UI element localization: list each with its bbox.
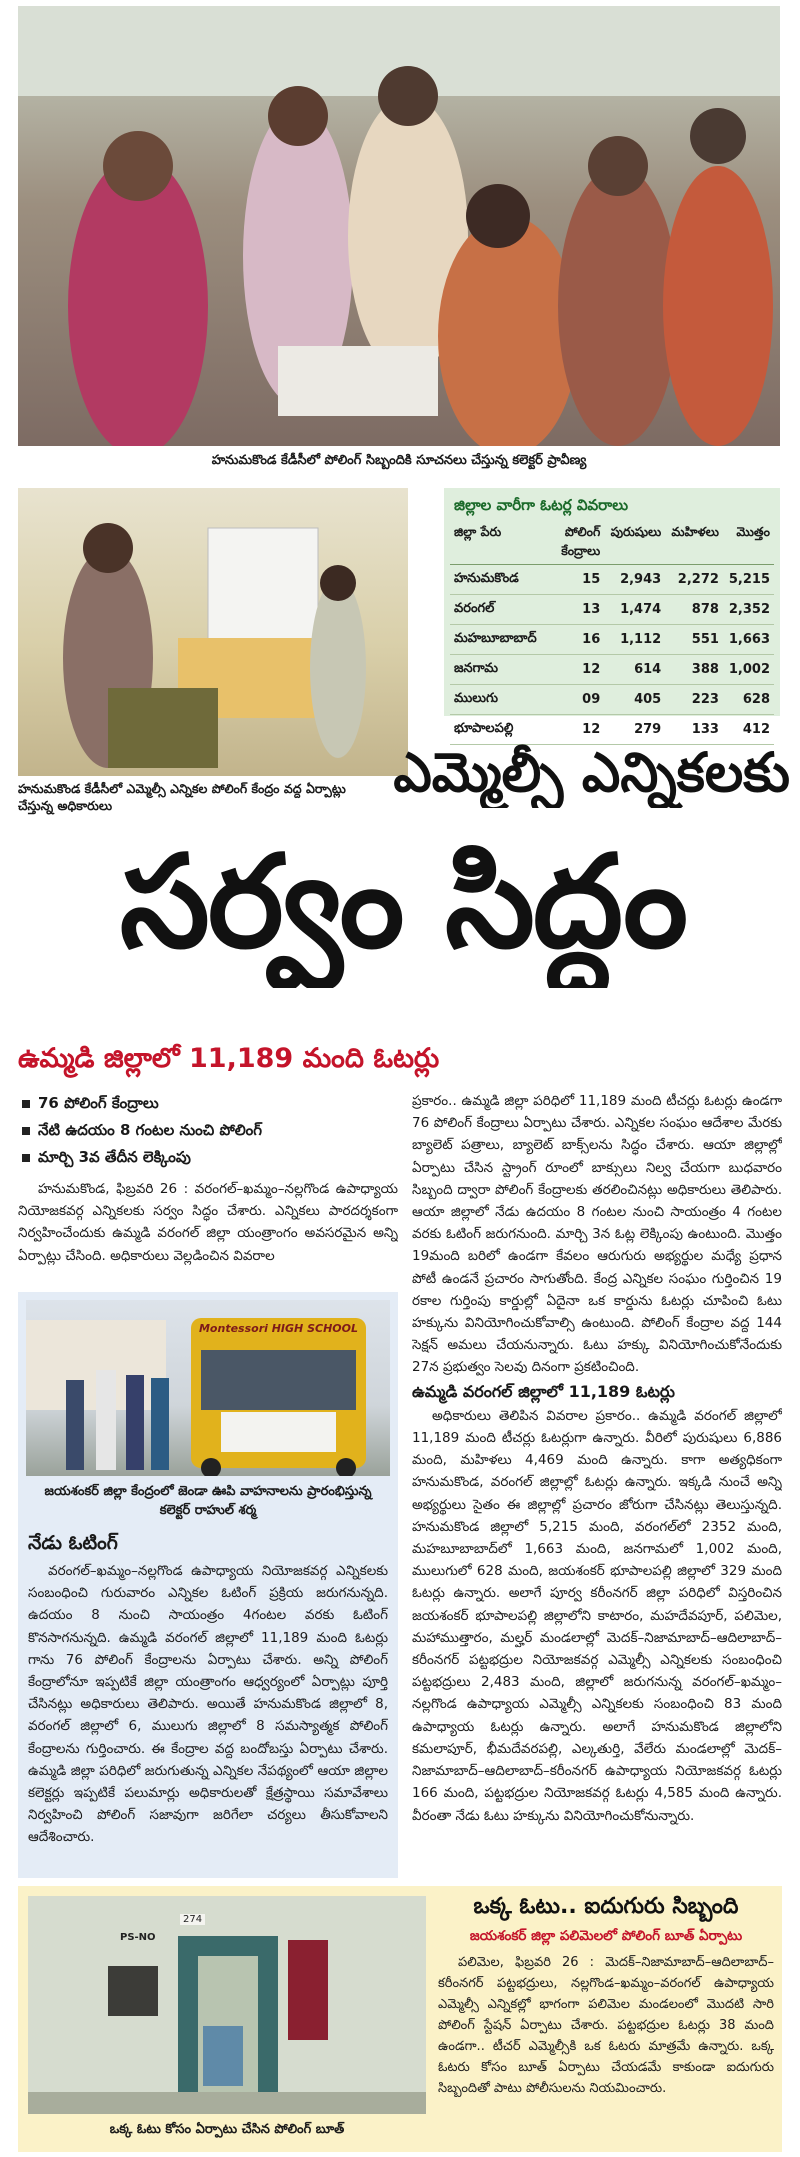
bottom-box-paragraph: పలిమెల, ఫిబ్రవరి 26 : మెదక్–నిజామాబాద్–ఆదిలాబాద్–కరీంనగర్ పట్టభద్రులు, నల్లగొండ–ఖమ్మం–వరంగల్ ఉపాధ్యాయ ఎమ్మెల్సీ ఎన్నికల్లో భాగంగా పలిమెల మండలంలో మొదటి సారి పోలింగ్ స్టేషన్ ఏర్పాటు చేశారు. పట్టభద్రుల ఓటర్లు 38 మంది ఉండగా.. టీచర్ ఎమ్మెల్సీకి ఒక ఓటరు మాత్రమే ఉన్నారు. ఒక్క ఓటరు కోసం బూత్ ఏర్పాటు చేయడమే కాకుండా ఐదుగురు సిబ్బందితో పాటు పోలీసులను నియమించారు. bbox=[438, 1955, 774, 2096]
table-row bbox=[450, 685, 774, 715]
cell: 1,663 bbox=[723, 625, 774, 655]
col-header: మహిళలు bbox=[665, 522, 723, 565]
cell: 614 bbox=[604, 655, 665, 685]
top-photo bbox=[18, 6, 780, 446]
cell: 16 bbox=[544, 625, 604, 655]
cell: 12 bbox=[544, 655, 604, 685]
left-section-paragraph: వరంగల్–ఖమ్మం–నల్లగొండ ఉపాధ్యాయ నియోజకవర్గ ఎన్నికలకు సంబంధించి గురువారం ఎన్నికల ఓటింగ్ ప్రక్రియ జరుగనున్నది. ఉదయం 8 నుంచి సాయంత్రం 4గంటల వరకు ఓటింగ్ కొనసాగనున్నది. ఉమ్మడి వరంగల్ జిల్లాలో 11,189 మంది ఓటర్లు గాను 76 పోలింగ్ కేంద్రాలను ఏర్పాటు చేశారు. అన్ని పోలింగ్ కేంద్రాలోనూ ఇప్పటికే జిల్లా యంత్రాంగం ఆధ్వర్యంలో ఏర్పాట్లు పూర్తి చేసినట్లు అధికారులు తెలిపారు. అయితే హనుమకొండ జిల్లాలో 8, వరంగల్ జిల్లాలో 6, ములుగు జిల్లాలో 8 సమస్యాత్మక పోలింగ్ కేంద్రాలను గుర్తించారు. ఈ కేంద్రాల వద్ద బందోబస్తు ఏర్పాటు చేశారు. ఉమ్మడి జిల్లా పరిధిలో జరుగుతున్న ఎన్నికల నేపథ్యంలో ఆయా జిల్లాల కలెక్టర్లు ఇప్పటికే పలుమార్లు అధికారులతో క్షేత్రస్థాయి సమావేశాలు నిర్వహించి పోలింగ్ సజావుగా జరిగేలా చర్యలు తీసుకోవాలని ఆదేశించారు. bbox=[28, 1563, 388, 1846]
cell: 223 bbox=[665, 685, 723, 715]
crowd-illustration bbox=[18, 6, 780, 446]
cell: మహబూబాబాద్ bbox=[450, 625, 544, 655]
col-header: జిల్లా పేరు bbox=[450, 522, 544, 565]
headline-sub: ఉమ్మడి జిల్లాలో 11,189 మంది ఓటర్లు bbox=[18, 1043, 440, 1074]
cell: 15 bbox=[544, 565, 604, 595]
cell: 12 bbox=[544, 715, 604, 745]
voter-table bbox=[450, 522, 774, 745]
booth-number: 274 bbox=[180, 1914, 205, 1925]
polling-setup-photo bbox=[18, 488, 408, 776]
bottom-box-body bbox=[438, 1952, 774, 2148]
booth-illustration bbox=[28, 1896, 426, 2114]
cell: 1,112 bbox=[604, 625, 665, 655]
table-row bbox=[450, 595, 774, 625]
bus-photo-caption: జయశంకర్ జిల్లా కేంద్రంలో జెండా ఊపి వాహనాలను ప్రారంభిస్తున్న కలెక్టర్ రాహుల్ శర్మ bbox=[44, 1484, 372, 1518]
cell: 2,943 bbox=[604, 565, 665, 595]
polling-setup-illustration bbox=[18, 488, 408, 776]
intro-paragraph: హనుమకొండ, ఫిబ్రవరి 26 : వరంగల్–ఖమ్మం–నల్లగొండ ఉపాధ్యాయ నియోజకవర్గ ఎన్నికలకు సర్వం సిద్ధం చేశారు. ఎన్నికలు పారదర్శకంగా నిర్వహించేందుకు ఉమ్మడి వరంగల్ జిల్లా యంత్రాంగం అవసరమైన అన్ని ఏర్పాట్లు చేసింది. అధికారులు వెల్లడించిన వివరాల bbox=[18, 1181, 398, 1264]
bottom-box-title: ఒక్క ఓటు.. ఐదుగురు సిబ్బంది bbox=[473, 1894, 739, 1919]
right-paragraph-2: అధికారులు తెలిపిన వివరాల ప్రకారం.. ఉమ్మడి వరంగల్ జిల్లాలో 11,189 మంది టీచర్లు ఓటర్లుగా ఉన్నారు. వీరిలో పురుషులు 6,886 మంది, మహిళలు 4,469 మంది ఉన్నారు. కాగా అత్యధికంగా హనుమకొండ, వరంగల్ జిల్లాల్లో ఓటర్లు ఉన్నారు. ఇక్కడి నుంచే అన్ని అభ్యర్థులు సైతం ఈ జిల్లాల్లో ప్రచారం జోరుగా చేసినట్లు తెలుస్తున్నది. హనుమకొండ జిల్లాలో 5,215 మంది, వరంగల్‌లో 2352 మంది, మహబూబాబాద్‌లో 1,663 మంది, జనగామలో 1,002 మంది, ములుగులో 628 మంది, జయశంకర్ భూపాలపల్లి జిల్లాలో 329 మంది ఓటర్లు ఉన్నారు. అలాగే పూర్వ కరీంనగర్ జిల్లా పరిధిలో విస్తరించిన జయశంకర్ భూపాలపల్లి జిల్లాలోని కాటారం, మహదేవపూర్, పలిమెల, మహాముత్తారం, మల్హర్ మండలాల్లో మెదక్–నిజామాబాద్–ఆదిలాబాద్– కరీంనగర్ పట్టభద్రుల నియోజకవర్గ ఎమ్మెల్సీ ఎన్నికలకు సంబంధించి పట్టభద్రులు 2,483 మంది, జిల్లాలో జరుగనున్న వరంగల్–ఖమ్మం–నల్లగొండ ఉపాధ్యాయ ఎమ్మెల్సీ ఎన్నికలకు సంబంధించి 83 మంది ఉపాధ్యాయ ఓటర్లు ఉన్నారు. అలాగే హనుమకొండ జిల్లాలోని కమలాపూర్, భీమదేవరపల్లి, ఎల్కతుర్తి, వేలేరు మండలాల్లో మెదక్–నిజామాబాద్–ఆదిలాబాద్–కరీంనగర్ ఉపాధ్యాయ నియోజకవర్గ ఓటర్లు 166 మంది, పట్టభద్రుల నియోజకవర్గ ఓటర్లు 4,585 మంది ఉన్నారు. వీరంతా నేడు ఓటు హక్కును వినియోగించుకోనున్నారు. bbox=[412, 1407, 782, 1824]
cell: 628 bbox=[723, 685, 774, 715]
left-section-body bbox=[28, 1560, 388, 1872]
cell: జనగామ bbox=[450, 655, 544, 685]
key-points bbox=[18, 1090, 398, 1171]
table-row bbox=[450, 655, 774, 685]
right-subheading: ఉమ్మడి వరంగల్ జిల్లాలో 11,189 ఓటర్లు bbox=[412, 1381, 675, 1401]
bottom-box-subtitle: జయశంకర్ జిల్లా పలిమెలలో పోలింగ్ బూత్ ఏర్పాటు bbox=[469, 1928, 743, 1944]
voter-table-header bbox=[450, 522, 774, 565]
cell: 09 bbox=[544, 685, 604, 715]
cell: 405 bbox=[604, 685, 665, 715]
headline-main: సర్వం సిద్ధం bbox=[119, 828, 687, 977]
cell: 279 bbox=[604, 715, 665, 745]
cell: 2,352 bbox=[723, 595, 774, 625]
cell: హనుమకొండ bbox=[450, 565, 544, 595]
cell: 2,272 bbox=[665, 565, 723, 595]
bullet-item: నేటి ఉదయం 8 గంటల నుంచి పోలింగ్ bbox=[18, 1117, 398, 1144]
booth-sign: PS-NO bbox=[120, 1932, 156, 1943]
cell: 5,215 bbox=[723, 565, 774, 595]
left-info-box bbox=[18, 1292, 398, 1878]
cell: 1,002 bbox=[723, 655, 774, 685]
table-row bbox=[450, 625, 774, 655]
cell: ములుగు bbox=[450, 685, 544, 715]
bus-sign: Montessori HIGH SCHOOL bbox=[198, 1322, 358, 1335]
booth-photo bbox=[28, 1896, 426, 2114]
col-header: పురుషులు bbox=[604, 522, 665, 565]
cell: 388 bbox=[665, 655, 723, 685]
cell: వరంగల్ bbox=[450, 595, 544, 625]
cell: 551 bbox=[665, 625, 723, 655]
intro-text bbox=[18, 1178, 398, 1288]
left-section-heading: నేడు ఓటింగ్ bbox=[28, 1532, 118, 1554]
cell: 13 bbox=[544, 595, 604, 625]
bus-photo bbox=[26, 1300, 390, 1476]
cell: 878 bbox=[665, 595, 723, 625]
bullet-item: 76 పోలింగ్ కేంద్రాలు bbox=[18, 1090, 398, 1117]
polling-setup-caption: హనుమకొండ కేడీసీలో ఎమ్మెల్సీ ఎన్నికల పోలింగ్ కేంద్రం వద్ద ఏర్పాట్లు చేస్తున్న అధికారులు bbox=[18, 781, 346, 813]
cell: భూపాలపల్లి bbox=[450, 715, 544, 745]
cell: 133 bbox=[665, 715, 723, 745]
right-column bbox=[412, 1090, 782, 1880]
headline-kicker: ఎమ్మెల్సీ ఎన్నికలకు bbox=[393, 741, 790, 804]
cell: 1,474 bbox=[604, 595, 665, 625]
voter-table-box bbox=[444, 488, 780, 737]
bullet-item: మార్చి 3వ తేదీన లెక్కింపు bbox=[18, 1144, 398, 1171]
booth-photo-caption: ఒక్క ఓటు కోసం ఏర్పాటు చేసిన పోలింగ్ బూత్ bbox=[109, 2122, 345, 2137]
col-header: పోలింగ్ కేంద్రాలు bbox=[544, 522, 604, 565]
table-row bbox=[450, 565, 774, 595]
cell: 412 bbox=[723, 715, 774, 745]
voter-table-title: జిల్లాల వారీగా ఓటర్ల వివరాలు bbox=[454, 496, 629, 514]
right-paragraph-1: ప్రకారం.. ఉమ్మడి జిల్లా పరిధిలో 11,189 మంది టీచర్లు ఓటర్లు ఉండగా 76 పోలింగ్ కేంద్రాలు ఏర్పాటు చేశారు. ఎన్నికల సంఘం ఆదేశాల మేరకు బ్యాలెట్ పత్రాలు, బ్యాలెట్ బాక్స్‌లను సిద్ధం చేశారు. ఆయా జిల్లాల్లో ఏర్పాటు చేసిన స్ట్రాంగ్ రూంలో బాక్సులు నిల్వ చేయగా బుధవారం సిబ్బంది ద్వారా పోలింగ్ కేంద్రాలకు తరలించినట్లు అధికారులు తెలిపారు. ఆయా జిల్లాలో నేడు ఉదయం 8 గంటల నుంచి సాయంత్రం 4 గంటల వరకు ఓటింగ్ జరుగనుంది. మార్చి 3న ఓట్ల లెక్కింపు ఉంటుంది. మొత్తం 19మంది బరిలో ఉండగా కేవలం ఆరుగురు అభ్యర్థుల మధ్యే ప్రధాన పోటీ ఉండనే ప్రచారం సాగుతోంది. కేంద్ర ఎన్నికల సంఘం గుర్తించిన 19 రకాల గుర్తింపు కార్డుల్లో ఏదైనా ఒక కార్డును ఓటర్లు చూపించి ఓటు హక్కును వినియోగించుకోవాల్సి ఉంటుంది. పోలింగ్ కేంద్రాల వద్ద 144 సెక్షన్ అమలు చేయనున్నారు. ఓటు హక్కు వినియోగించుకోనేందుకు 27న ప్రభుత్వం సెలవు దినంగా ప్రకటించింది. bbox=[412, 1093, 782, 1376]
bottom-box bbox=[18, 1886, 782, 2152]
col-header: మొత్తం bbox=[723, 522, 774, 565]
top-photo-caption: హనుమకొండ కేడీసీలో పోలింగ్ సిబ్బందికి సూచనలు చేస్తున్న కలెక్టర్ ప్రావీణ్య bbox=[211, 453, 587, 468]
